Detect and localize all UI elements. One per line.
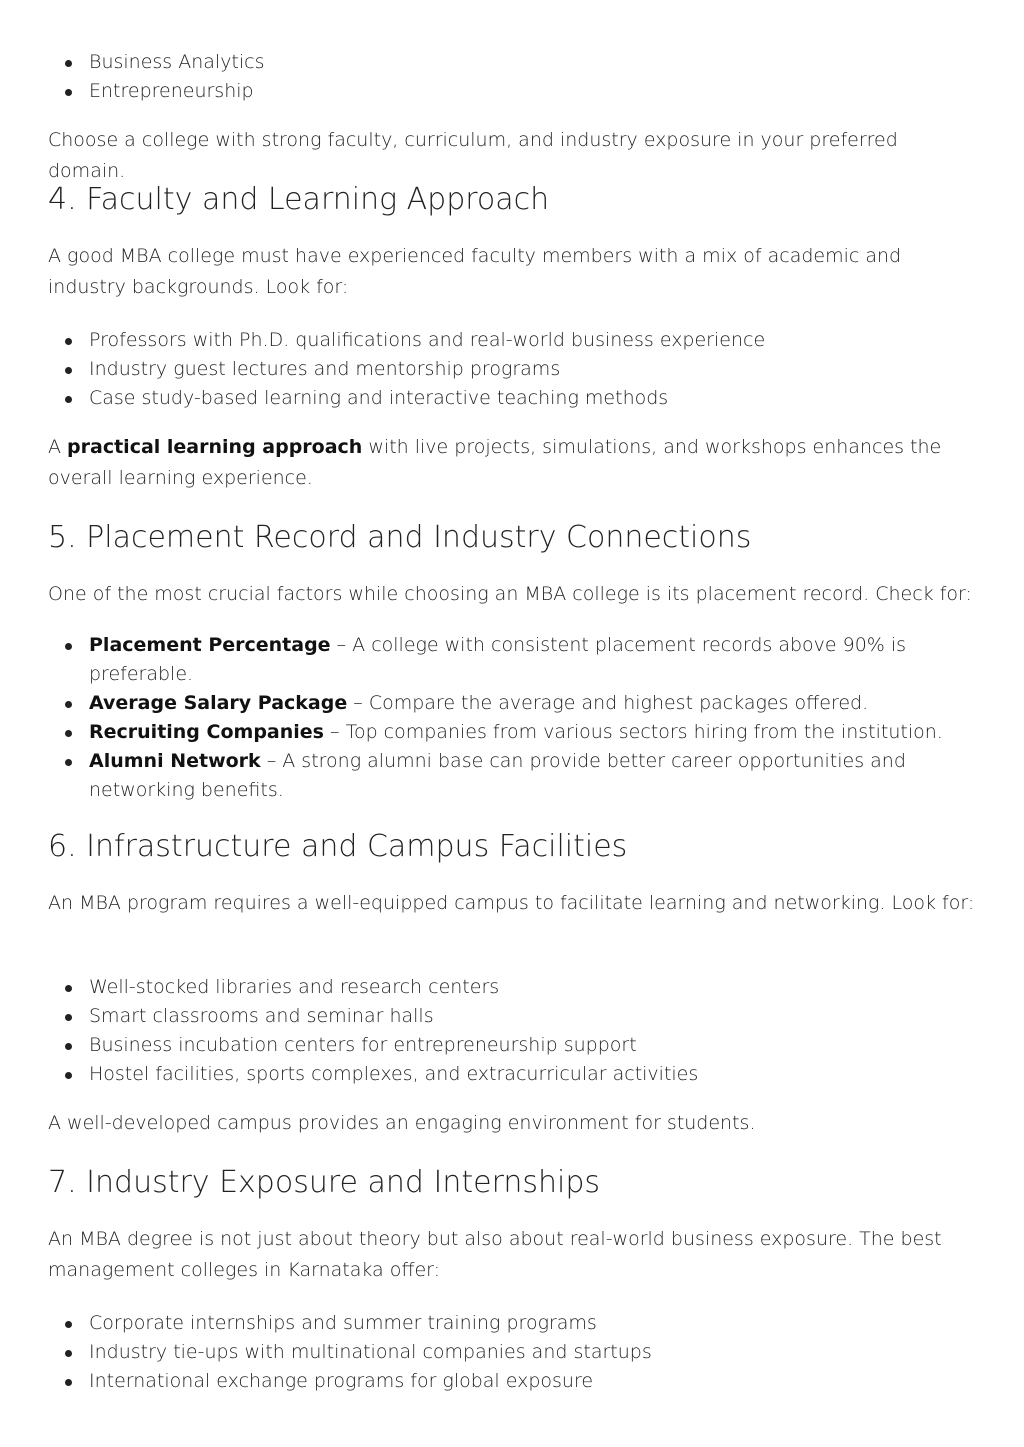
list-item: Case study-based learning and interactive teaching methods bbox=[48, 384, 976, 413]
list-item: Hostel facilities, sports complexes, and extracurricular activities bbox=[48, 1060, 976, 1089]
list-item: Business incubation centers for entrepreneurship support bbox=[48, 1031, 976, 1060]
list-item: Industry guest lectures and mentorship programs bbox=[48, 355, 976, 384]
list-item: Professors with Ph.D. qualifications and real-world business experience bbox=[48, 326, 976, 355]
specialization-list bbox=[48, 48, 976, 106]
paragraph-practical-learning bbox=[48, 432, 976, 494]
term-description: – A college with consistent placement records above 90% is preferable. bbox=[89, 634, 907, 685]
list-item bbox=[48, 718, 976, 747]
section-heading-infrastructure: 6. Infrastructure and Campus Facilities bbox=[48, 829, 628, 864]
paragraph-campus-closing: A well-developed campus provides an engaging environment for students. bbox=[48, 1112, 756, 1134]
term-description: – Compare the average and highest packages offered. bbox=[347, 692, 869, 714]
list-item: Well-stocked libraries and research centers bbox=[48, 973, 976, 1002]
list-item: Industry tie-ups with multinational companies and startups bbox=[48, 1338, 976, 1367]
list-item bbox=[48, 631, 976, 689]
list-item: International exchange programs for global exposure bbox=[48, 1367, 976, 1396]
list-item: Entrepreneurship bbox=[48, 77, 976, 106]
list-item bbox=[48, 689, 976, 718]
list-item bbox=[48, 747, 976, 805]
paragraph-placement-intro: One of the most crucial factors while choosing an MBA college is its placement record. Check for: bbox=[48, 583, 972, 605]
paragraph-infrastructure-intro: An MBA program requires a well-equipped campus to facilitate learning and networking. Look for: bbox=[48, 892, 975, 914]
list-item: Smart classrooms and seminar halls bbox=[48, 1002, 976, 1031]
paragraph-faculty-intro: A good MBA college must have experienced faculty members with a mix of academic and industry backgrounds. Look for: bbox=[48, 245, 902, 298]
text-suffix: with live projects, simulations, and workshops enhances the overall learning experience. bbox=[48, 436, 942, 489]
section-heading-faculty: 4. Faculty and Learning Approach bbox=[48, 182, 550, 217]
paragraph-choose-college: Choose a college with strong faculty, curriculum, and industry exposure in your preferred domain. bbox=[48, 129, 898, 182]
infrastructure-list bbox=[48, 973, 976, 1089]
section-heading-industry-exposure: 7. Industry Exposure and Internships bbox=[48, 1165, 601, 1200]
faculty-list bbox=[48, 326, 976, 413]
placement-list bbox=[48, 631, 976, 805]
term-description: – A strong alumni base can provide better career opportunities and networking benefits. bbox=[89, 750, 906, 801]
bold-term: Average Salary Package bbox=[89, 692, 348, 714]
section-heading-placement: 5. Placement Record and Industry Connections bbox=[48, 520, 752, 555]
bold-term: Recruiting Companies bbox=[89, 721, 324, 743]
text-prefix: A bbox=[48, 436, 68, 458]
bold-term: Placement Percentage bbox=[89, 634, 331, 656]
list-item: Business Analytics bbox=[48, 48, 976, 77]
term-description: – Top companies from various sectors hiring from the institution. bbox=[323, 721, 943, 743]
industry-exposure-list bbox=[48, 1309, 976, 1396]
bold-phrase: practical learning approach bbox=[67, 436, 363, 458]
paragraph-industry-intro: An MBA degree is not just about theory but also about real-world business exposure. The best management colleges in Karnataka offer: bbox=[48, 1228, 942, 1281]
bold-term: Alumni Network bbox=[89, 750, 261, 772]
list-item: Corporate internships and summer training programs bbox=[48, 1309, 976, 1338]
